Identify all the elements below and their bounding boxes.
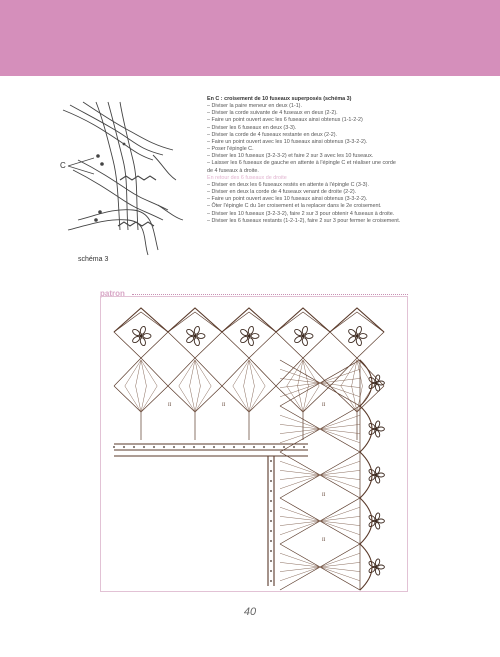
lace-thread	[352, 360, 357, 386]
lace-thread	[357, 360, 373, 386]
lace-scallop	[360, 544, 372, 590]
lace-pin	[233, 446, 235, 448]
lace-pin	[223, 446, 225, 448]
lace-triangle	[320, 498, 360, 544]
lace-pin	[270, 560, 272, 562]
lace-pin	[143, 446, 145, 448]
lace-pin	[270, 570, 272, 572]
lace-flower-center	[193, 334, 196, 337]
schema-marker: C	[60, 161, 66, 170]
lace-pin	[283, 446, 285, 448]
lace-triangle	[320, 544, 360, 590]
lace-thread	[303, 386, 308, 412]
lace-petal	[131, 335, 140, 344]
lace-flower-center	[375, 566, 378, 569]
lace-thread	[244, 386, 249, 412]
lace-flower-center	[139, 334, 142, 337]
lace-petal	[347, 335, 356, 344]
lace-petal	[378, 473, 385, 477]
lace-petal	[293, 328, 302, 337]
lace-pin	[270, 550, 272, 552]
lace-thread	[249, 360, 265, 386]
lace-triangle	[222, 386, 276, 412]
instruction-line: – Diviser en deux les 6 fuseaux restés en attente à l'épingle C (3-3).	[207, 181, 369, 188]
lace-flower-center	[355, 334, 358, 337]
lace-petal	[131, 328, 140, 337]
lace-flower-center	[301, 334, 304, 337]
lace-pin	[173, 446, 175, 448]
instruction-line: – Diviser la corde de 4 fuseaux restante en deux (2-2).	[207, 131, 338, 138]
lace-petal	[293, 335, 302, 344]
lace-thread	[249, 386, 254, 412]
lace-pin	[270, 480, 272, 482]
lace-petal	[251, 334, 259, 339]
instruction-line: – Ôter l'épingle C du 1er croisement et la replacer dans le 2e croisement.	[207, 203, 382, 210]
instruction-line: – Laisser les 6 fuseaux de gauche en attente à l'épingle C et réaliser une corde	[207, 160, 396, 167]
lace-pin	[203, 446, 205, 448]
instruction-line: de 4 fuseaux à droite.	[207, 167, 259, 174]
instruction-line: – Diviser la corde suivante de 4 fuseaux en deux (2-2).	[207, 110, 338, 117]
lace-pin	[270, 520, 272, 522]
instructions-title: En C : croisement de 10 fuseaux superposés (schéma 3)	[207, 96, 352, 102]
lace-triangle	[320, 406, 360, 452]
lace-petal	[185, 328, 194, 337]
instruction-line: – Diviser les 6 fuseaux restants (1-2-1-2), faire 2 sur 3 pour fermer le croisement.	[207, 217, 401, 224]
lace-pin	[270, 490, 272, 492]
lace-flower-center	[375, 382, 378, 385]
lace-pin	[153, 446, 155, 448]
instruction-line: – Diviser les 10 fuseaux (3-2-3-2) et faire 2 sur 3 avec les 10 fuseaux.	[207, 153, 374, 160]
lace-triangle	[114, 386, 168, 412]
lace-pin	[213, 446, 215, 448]
lace-triangle	[280, 498, 320, 544]
lace-thread	[179, 360, 195, 386]
instruction-line: – Diviser la paire meneur en deux (1-1).	[207, 103, 302, 110]
lace-triangle	[320, 360, 360, 406]
lace-thread	[125, 360, 141, 386]
lace-flower-center	[375, 520, 378, 523]
lace-thread	[244, 360, 249, 386]
lace-mark: II	[322, 493, 326, 498]
lace-triangle	[280, 544, 320, 590]
instruction-line: – Diviser en deux la corde de 4 fuseaux venant de droite (2-2).	[207, 189, 357, 196]
lace-pin	[270, 460, 272, 462]
lace-mark: II	[222, 403, 226, 408]
instruction-line: – Diviser les 10 fuseaux (3-2-3-2), faire 2 sur 3 pour obtenir 4 fuseaux à droite.	[207, 210, 395, 217]
lace-triangle	[280, 406, 320, 452]
lace-thread	[136, 360, 141, 386]
instructions-subhead: En retour des 6 fuseaux de droite	[207, 174, 287, 181]
lace-pin	[270, 580, 272, 582]
lace-thread	[303, 360, 308, 386]
lace-thread	[195, 386, 200, 412]
lace-pin	[263, 446, 265, 448]
lace-triangle	[114, 358, 168, 386]
lace-petal	[143, 334, 151, 339]
schema-diagram	[58, 100, 198, 260]
lace-pin	[293, 446, 295, 448]
instruction-line: – Faire un point ouvert avec les 6 fuseaux ainsi obtenus (1-1-2-2)	[207, 117, 363, 124]
lace-thread	[141, 360, 157, 386]
lace-thread	[352, 386, 357, 412]
lace-thread	[195, 360, 200, 386]
lace-triangle	[280, 360, 320, 406]
lace-mark: II	[322, 403, 326, 408]
lace-petal	[197, 334, 205, 339]
lace-mark: II	[168, 403, 172, 408]
lace-pattern	[100, 296, 408, 592]
lace-pin	[183, 446, 185, 448]
instruction-line: – Faire un point ouvert avec les 10 fuseaux ainsi obtenus (3-3-2-2).	[207, 138, 368, 145]
lace-thread	[136, 386, 141, 412]
lace-pin	[270, 470, 272, 472]
lace-thread	[141, 360, 146, 386]
lace-pin	[270, 510, 272, 512]
lace-petal	[378, 565, 385, 569]
lace-petal	[239, 328, 248, 337]
lace-thread	[249, 360, 254, 386]
page-number: 40	[243, 606, 257, 618]
instruction-line: – Diviser les 6 fuseaux en deux (3-3).	[207, 124, 297, 131]
lace-pin	[253, 446, 255, 448]
instructions-block	[207, 96, 487, 225]
lace-petal	[185, 335, 194, 344]
lace-thread	[195, 360, 211, 386]
lace-thread	[190, 386, 195, 412]
lace-petal	[378, 427, 385, 431]
patron-label: patron	[100, 289, 125, 298]
lace-triangle	[280, 452, 320, 498]
lace-pin	[270, 530, 272, 532]
header-band	[0, 0, 500, 76]
lace-thread	[141, 386, 146, 412]
lace-petal	[359, 334, 367, 339]
lace-thread	[190, 360, 195, 386]
lace-petal	[378, 519, 385, 523]
lace-triangle	[168, 358, 222, 386]
lace-pin	[113, 446, 115, 448]
lace-pin	[243, 446, 245, 448]
lace-petal	[347, 328, 356, 337]
lace-triangle	[168, 386, 222, 412]
lace-pin	[273, 446, 275, 448]
lace-pin	[270, 500, 272, 502]
lace-pin	[270, 540, 272, 542]
lace-pin	[133, 446, 135, 448]
schema-caption: schéma 3	[78, 256, 109, 263]
lace-flower-center	[375, 428, 378, 431]
lace-petal	[239, 335, 248, 344]
lace-flower-center	[247, 334, 250, 337]
lace-scallop	[360, 406, 372, 452]
lace-pin	[123, 446, 125, 448]
lace-triangle	[320, 452, 360, 498]
lace-thread	[233, 360, 249, 386]
lace-thread	[287, 360, 303, 386]
lace-pin	[163, 446, 165, 448]
lace-petal	[305, 334, 313, 339]
lace-flower-center	[375, 474, 378, 477]
instruction-line: – Poser l'épingle C.	[207, 146, 254, 153]
lace-triangle	[222, 358, 276, 386]
lace-mark: II	[322, 538, 326, 543]
lace-pin	[303, 446, 305, 448]
lace-scallop	[360, 498, 372, 544]
lace-scallop	[360, 452, 372, 498]
patron-rule	[132, 294, 408, 295]
instruction-line: – Faire un point ouvert avec les 10 fuseaux ainsi obtenus (3-3-2-2).	[207, 196, 368, 203]
lace-pin	[193, 446, 195, 448]
